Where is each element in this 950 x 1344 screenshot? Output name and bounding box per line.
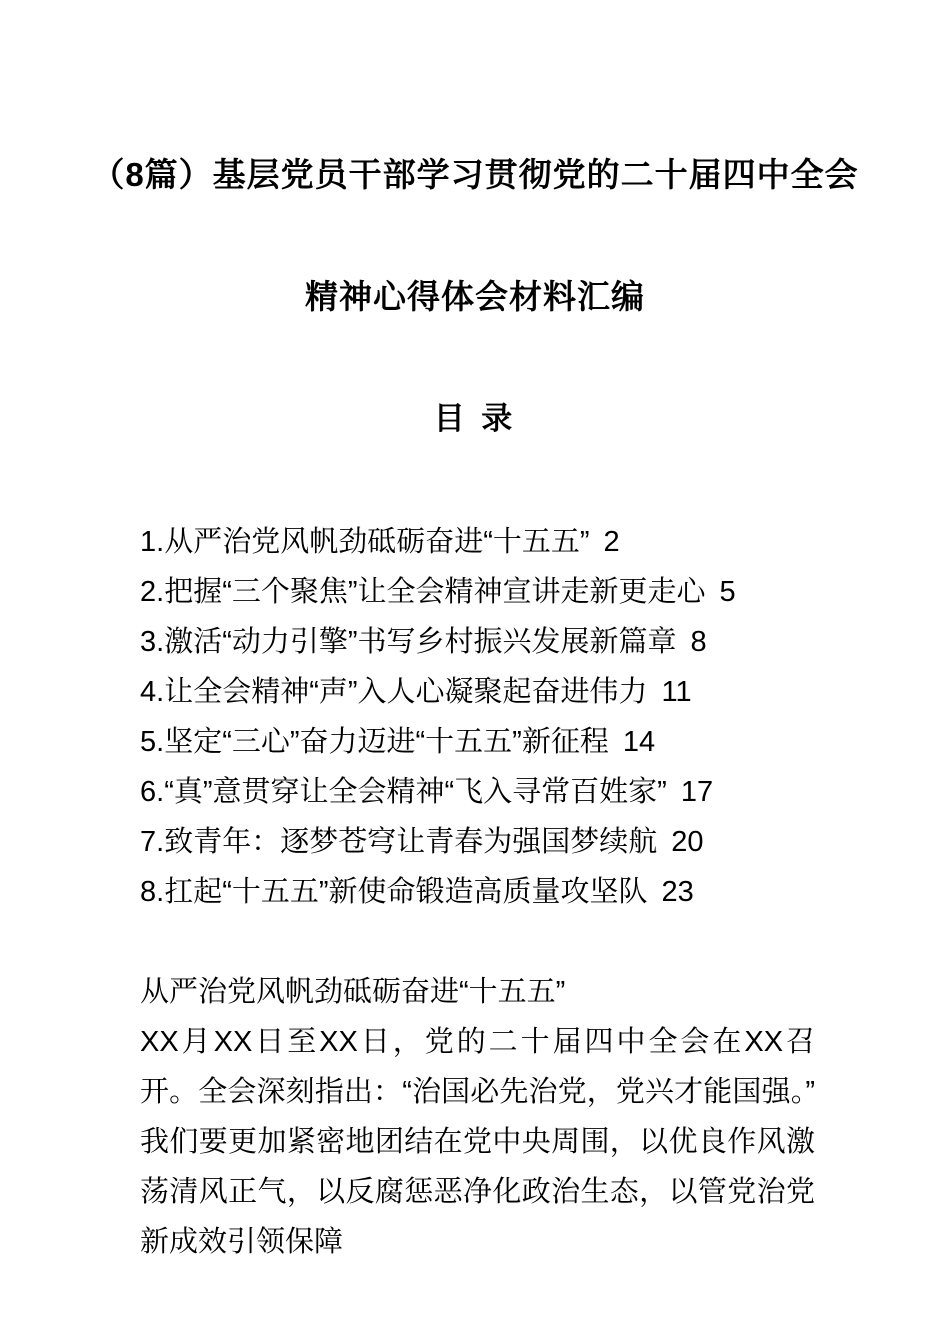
toc-item-label: 从严治党风帆劲砥砺奋进“十五五” (164, 526, 590, 558)
toc-item-number: 1. (140, 526, 165, 558)
toc-item-page: 11 (661, 676, 692, 708)
toc-item-page: 5 (719, 576, 736, 608)
toc-item-number: 3. (140, 626, 165, 658)
toc-item-label: 激活“动力引擎”书写乡村振兴发展新篇章 (164, 626, 677, 658)
article-heading: 从严治党风帆劲砥砺奋进“十五五” (140, 976, 566, 1008)
toc-item-label: 把握“三个聚焦”让全会精神宣讲走新更走心 (164, 576, 706, 608)
toc-item-page: 17 (680, 776, 714, 808)
toc-item-label: 致青年：逐梦苍穹让青春为强国梦续航 (164, 826, 658, 858)
toc-item-page: 20 (671, 826, 704, 858)
toc-item-label: 坚定“三心”奋力迈进“十五五”新征程 (164, 726, 609, 758)
toc-item (140, 567, 815, 617)
toc-item-number: 2. (140, 576, 165, 608)
toc-item-number: 5. (140, 726, 165, 758)
toc-item (140, 867, 815, 917)
toc-item-number: 7. (140, 826, 165, 858)
toc-item-page: 23 (661, 876, 694, 908)
toc-item-page: 14 (622, 726, 656, 758)
toc-item (140, 617, 815, 667)
toc-item (140, 817, 815, 867)
toc-item-number: 8. (140, 876, 165, 908)
toc-item (140, 767, 815, 817)
toc-item-number: 6. (140, 776, 165, 808)
document-title-line-2: 精神心得体会材料汇编 (305, 278, 645, 315)
toc-list (0, 517, 950, 917)
toc-item-label: 扛起“十五五”新使命锻造高质量攻坚队 (164, 876, 648, 908)
toc-heading: 目 录 (433, 401, 517, 436)
toc-item-label: 让全会精神“声”入人心凝聚起奋进伟力 (164, 676, 648, 708)
article-paragraph: XX月XX日至XX日，党的二十届四中全会在XX召开。全会深刻指出：“治国必先治党，党兴才能国强。”我们要更加紧密地团结在党中央周围，以优良作风激荡清风正气，以反腐惩恶净化政治生态，以管党治党新成效引领保障 (140, 1026, 815, 1258)
toc-item (140, 717, 815, 767)
document-title-line-1: （8篇）基层党员干部学习贯彻党的二十届四中全会 (91, 156, 859, 193)
toc-item (140, 667, 815, 717)
toc-item-page: 2 (603, 526, 620, 558)
article-section (0, 967, 950, 1267)
toc-item-page: 8 (690, 626, 707, 658)
toc-item (140, 517, 815, 567)
toc-item-number: 4. (140, 676, 165, 708)
toc-item-label: “真”意贯穿让全会精神“飞入寻常百姓家” (164, 776, 667, 808)
